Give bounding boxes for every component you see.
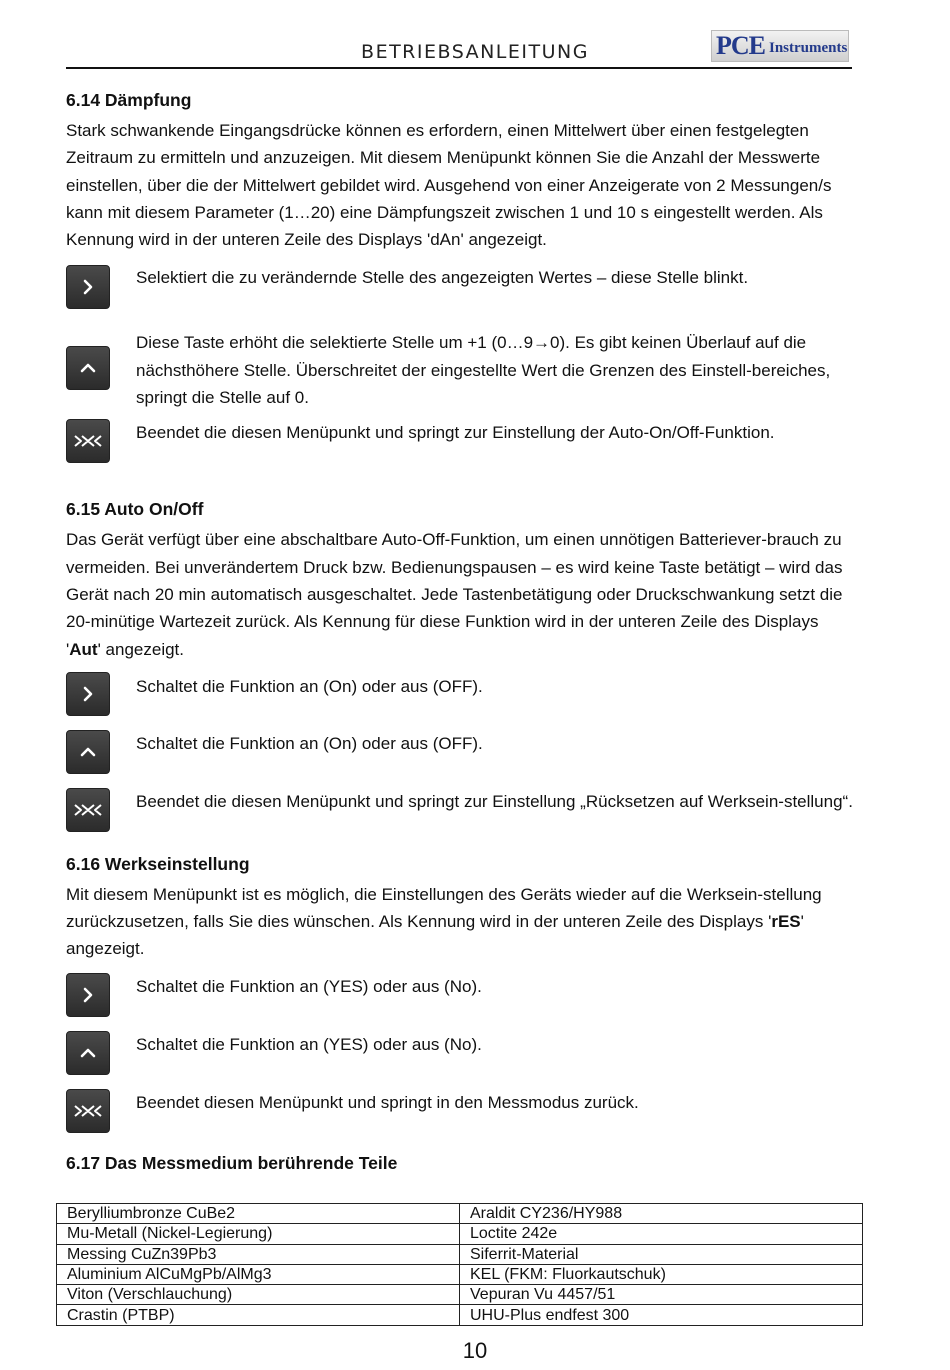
header-rule xyxy=(66,67,852,69)
table-row xyxy=(57,1244,863,1264)
table-cell: Vepuran Vu 4457/51 xyxy=(460,1285,863,1305)
section-body-6-16: Mit diesem Menüpunkt ist es möglich, die Einstellungen des Geräts wieder auf die Werksein-stellung zurückzusetzen, falls Sie dies wünschen. Als Kennung wird in der unteren Zeile des Displays 'rES' angezeigt. xyxy=(66,884,822,959)
table-cell: Berylliumbronze CuBe2 xyxy=(57,1204,460,1224)
page-number: 10 xyxy=(462,1338,488,1363)
table-cell: Mu-Metall (Nickel-Legierung) xyxy=(57,1224,460,1244)
table-cell: Crastin (PTBP) xyxy=(57,1305,460,1325)
key-row-exit xyxy=(66,788,856,832)
table-row xyxy=(57,1204,863,1224)
chevron-up-icon xyxy=(66,730,110,774)
key-row-right xyxy=(66,973,856,1017)
chevron-right-icon xyxy=(66,265,110,309)
chevron-right-icon xyxy=(66,973,110,1017)
key-row-up xyxy=(66,730,856,774)
key-description: Diese Taste erhöht die selektierte Stelle um +1 (0…9→0). Es gibt keinen Überlauf auf die nächsthöhere Stelle. Überschreitet der eingestellte Wert die Grenzen des Einstell-bereiches, springt die Stelle auf 0. xyxy=(136,333,831,408)
key-description: Selektiert die zu verändernde Stelle des angezeigten Wertes – diese Stelle blinkt. xyxy=(136,268,749,288)
table-row xyxy=(57,1264,863,1284)
logo-suffix: Instruments xyxy=(769,40,848,56)
key-description: Beendet die diesen Menüpunkt und springt zur Einstellung der Auto-On/Off-Funktion. xyxy=(136,423,775,443)
key-row-right xyxy=(66,672,856,716)
exit-arrows-icon xyxy=(66,419,110,463)
section-heading-6-17: 6.17 Das Messmedium berührende Teile xyxy=(66,1152,398,1173)
chevron-up-icon xyxy=(66,346,110,390)
table-cell: UHU-Plus endfest 300 xyxy=(460,1305,863,1325)
table-cell: Aluminium AlCuMgPb/AlMg3 xyxy=(57,1264,460,1284)
exit-arrows-icon xyxy=(66,788,110,832)
section-heading-6-15: 6.15 Auto On/Off xyxy=(66,499,204,520)
table-cell: KEL (FKM: Fluorkautschuk) xyxy=(460,1264,863,1284)
chevron-up-icon xyxy=(66,1031,110,1075)
key-row-up xyxy=(66,1031,856,1075)
key-description: Schaltet die Funktion an (On) oder aus (OFF). xyxy=(136,676,483,696)
logo-brand: PCE xyxy=(716,31,765,60)
section-heading-6-14: 6.14 Dämpfung xyxy=(66,90,192,110)
table-cell: Siferrit-Material xyxy=(460,1244,863,1264)
table-cell: Viton (Verschlauchung) xyxy=(57,1285,460,1305)
table-cell: Loctite 242e xyxy=(460,1224,863,1244)
chevron-right-icon xyxy=(66,672,110,716)
header-title: BETRIEBSANLEITUNG xyxy=(361,41,589,63)
section-heading-6-16: 6.16 Werkseinstellung xyxy=(66,853,250,874)
key-row-right xyxy=(66,265,856,309)
table-row xyxy=(57,1285,863,1305)
materials-table xyxy=(56,1203,863,1326)
table-row xyxy=(57,1224,863,1244)
key-row-exit xyxy=(66,419,856,463)
key-description: Schaltet die Funktion an (YES) oder aus (No). xyxy=(136,1034,482,1054)
section-body-6-15: Das Gerät verfügt über eine abschaltbare Auto-Off-Funktion, um einen unnötigen Batteriever-brauch zu vermeiden. Bei unverändertem Druck bzw. Bedienungspausen – es wird keine Taste betätigt – wird das Gerät nach 20 min automatisch ausgeschaltet. Jede Tastenbetätigung oder Druckschwankung setzt die 20-minütige Wartezeit zurück. Als Kennung für diese Funktion wird in der unteren Zeile des Displays 'Aut' angezeigt. xyxy=(66,530,843,659)
table-cell: Araldit CY236/HY988 xyxy=(460,1204,863,1224)
table-cell: Messing CuZn39Pb3 xyxy=(57,1244,460,1264)
page-content xyxy=(66,86,856,1177)
key-description: Schaltet die Funktion an (On) oder aus (OFF). xyxy=(136,733,483,753)
key-row-exit xyxy=(66,1089,856,1133)
table-row xyxy=(57,1305,863,1325)
key-description: Beendet die diesen Menüpunkt und springt zur Einstellung „Rücksetzen auf Werksein-stellung“. xyxy=(136,791,853,811)
key-row-up xyxy=(66,329,856,411)
section-body-6-14: Stark schwankende Eingangsdrücke können es erfordern, einen Mittelwert über einen festgelegten Zeitraum zu ermitteln und anzuzeigen. Mit diesem Menüpunkt können Sie die Anzahl der Messwerte einstellen, über die der Mittelwert gebildet wird. Ausgehend von einer Anzeigerate von 2 Messungen/s kann mit diesem Parameter (1…20) eine Dämpfungszeit zwischen 1 und 10 s eingestellt werden. Als Kennung wird in der unteren Zeile des Displays 'dAn' angezeigt. xyxy=(66,121,832,250)
key-description: Schaltet die Funktion an (YES) oder aus (No). xyxy=(136,976,482,996)
key-description: Beendet diesen Menüpunkt und springt in den Messmodus zurück. xyxy=(136,1092,639,1112)
pce-instruments-logo xyxy=(711,30,849,62)
exit-arrows-icon xyxy=(66,1089,110,1133)
